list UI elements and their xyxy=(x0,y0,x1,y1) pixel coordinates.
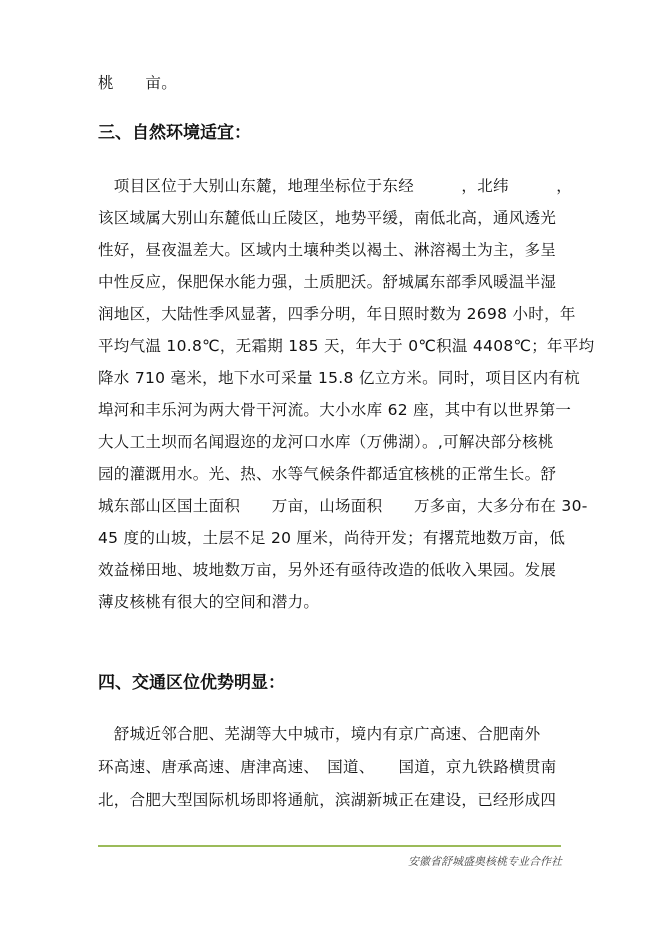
footer-rule xyxy=(98,845,561,847)
footer-organization: 安徽省舒城盛奥核桃专业合作社 xyxy=(408,855,562,868)
section-3-line: 润地区，大陆性季风显著，四季分明，年日照时数为 2698 小时，年 xyxy=(98,305,576,323)
section-3-line: 埠河和丰乐河为两大骨干河流。大小水库 62 座，其中有以世界第一 xyxy=(98,401,572,419)
section-3-line: 该区域属大别山东麓低山丘陵区，地势平缓，南低北高，通风透光 xyxy=(98,209,557,227)
section-3-line: 45 度的山坡，土层不足 20 厘米，尚待开发；有撂荒地数万亩，低 xyxy=(98,529,566,547)
section-4-heading: 四、交通区位优势明显： xyxy=(98,673,285,693)
section-3-line: 大人工土坝而名闻遐迩的龙河口水库（万佛湖）。,可解决部分核桃 xyxy=(98,433,554,451)
section-3-line: 园的灌溉用水。光、热、水等气候条件都适宜核桃的正常生长。舒 xyxy=(98,465,557,483)
section-4-line: 舒城近邻合肥、芜湖等大中城市，境内有京广高速、合肥南外 xyxy=(98,725,541,743)
section-3-line: 降水 710 毫米，地下水可采量 15.8 亿立方米。同时，项目区内有杭 xyxy=(98,369,581,387)
section-3-heading: 三、自然环境适宜： xyxy=(98,123,251,143)
section-3-line: 城东部山区国土面积 万亩，山场面积 万多亩，大多分布在 30- xyxy=(98,497,588,515)
section-3-line: 性好，昼夜温差大。区域内土壤种类以褐土、淋溶褐土为主，多呈 xyxy=(98,241,557,259)
section-3-line: 中性反应，保肥保水能力强，土质肥沃。舒城属东部季风暖温半湿 xyxy=(98,273,557,291)
section-3-line: 效益梯田地、坡地数万亩，另外还有亟待改造的低收入果园。发展 xyxy=(98,561,557,579)
top-line: 桃 亩。 xyxy=(98,74,178,92)
section-3-line: 薄皮核桃有很大的空间和潜力。 xyxy=(98,593,320,611)
section-4-line: 北，合肥大型国际机场即将通航，滨湖新城正在建设，已经形成四 xyxy=(98,791,557,809)
section-3-line: 平均气温 10.8℃，无霜期 185 天，年大于 0℃积温 4408℃；年平均 xyxy=(98,337,595,355)
section-3-line: 项目区位于大别山东麓，地理坐标位于东经 ，北纬 ， xyxy=(98,177,573,195)
section-4-line: 环高速、唐承高速、唐津高速、 国道、 国道，京九铁路横贯南 xyxy=(98,758,557,776)
